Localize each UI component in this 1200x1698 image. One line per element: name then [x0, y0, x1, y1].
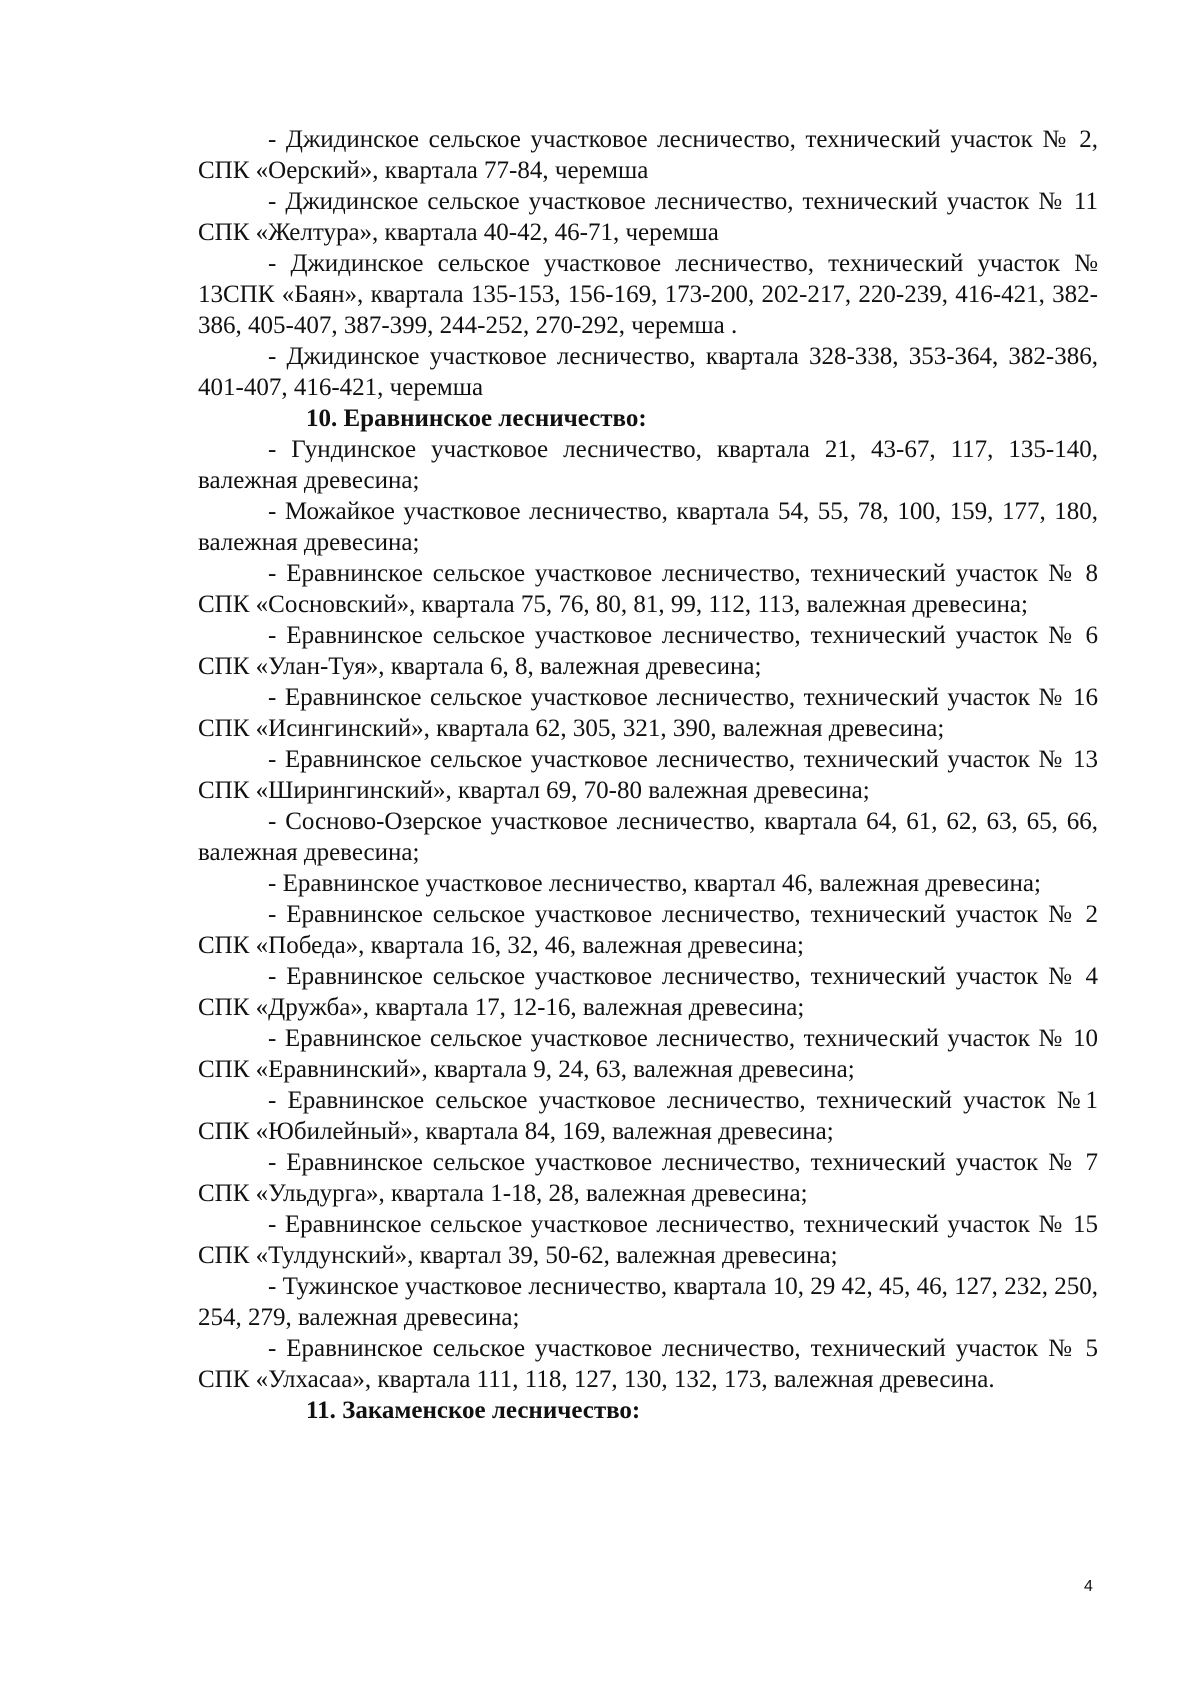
- paragraph-eravna-6: - Еравнинское сельское участковое лесничество, технический участок № 13 СПК «Ширингинский», квартал 69, 70-80 валежная древесина;: [198, 746, 1098, 804]
- paragraph-eravna-2: - Можайкое участковое лесничество, квартала 54, 55, 78, 100, 159, 177, 180, валежная древесина;: [198, 498, 1098, 556]
- paragraph-dzhida-3: - Джидинское сельское участковое лесничество, технический участок № 13СПК «Баян», квартала 135-153, 156-169, 173-200, 202-217, 220-239, 416-421, 382-386, 405-407, 387-399, 244-252, 270-292, черемша .: [198, 250, 1098, 339]
- paragraph-eravna-15: - Тужинское участковое лесничество, квартала 10, 29 42, 45, 46, 127, 232, 250, 254, 279, валежная древесина;: [198, 1273, 1098, 1331]
- paragraph-eravna-5: - Еравнинское сельское участковое лесничество, технический участок № 16 СПК «Исингинский», квартала 62, 305, 321, 390, валежная древесина;: [198, 684, 1098, 742]
- paragraph-eravna-8: - Еравнинское участковое лесничество, квартал 46, валежная древесина;: [268, 870, 1041, 897]
- paragraph-eravna-3: - Еравнинское сельское участковое лесничество, технический участок № 8 СПК «Сосновский», квартала 75, 76, 80, 81, 99, 112, 113, валежная древесина;: [198, 560, 1098, 618]
- section-heading-11: 11. Закаменское лесничество:: [306, 1397, 641, 1424]
- section-heading-10: 10. Еравнинское лесничество:: [306, 405, 647, 432]
- paragraph-eravna-12: - Еравнинское сельское участковое лесничество, технический участок №1 СПК «Юбилейный», квартала 84, 169, валежная древесина;: [198, 1087, 1098, 1145]
- page-number: 4: [1084, 1578, 1093, 1595]
- paragraph-eravna-7: - Сосново-Озерское участковое лесничество, квартала 64, 61, 62, 63, 65, 66, валежная древесина;: [198, 808, 1098, 866]
- paragraph-dzhida-4: - Джидинское участковое лесничество, квартала 328-338, 353-364, 382-386, 401-407, 416-421, черемша: [198, 343, 1098, 401]
- paragraph-eravna-9: - Еравнинское сельское участковое лесничество, технический участок № 2 СПК «Победа», квартала 16, 32, 46, валежная древесина;: [198, 901, 1098, 959]
- paragraph-dzhida-2: - Джидинское сельское участковое лесничество, технический участок № 11 СПК «Желтура», квартала 40-42, 46-71, черемша: [198, 188, 1098, 246]
- document-body: [198, 124, 1098, 1426]
- paragraph-eravna-4: - Еравнинское сельское участковое лесничество, технический участок № 6 СПК «Улан-Туя», квартала 6, 8, валежная древесина;: [198, 622, 1098, 680]
- paragraph-eravna-14: - Еравнинское сельское участковое лесничество, технический участок № 15 СПК «Тулдунский», квартал 39, 50-62, валежная древесина;: [198, 1211, 1098, 1269]
- paragraph-eravna-1: - Гундинское участковое лесничество, квартала 21, 43-67, 117, 135-140, валежная древесина;: [198, 436, 1098, 494]
- paragraph-eravna-13: - Еравнинское сельское участковое лесничество, технический участок № 7 СПК «Ульдурга», квартала 1-18, 28, валежная древесина;: [198, 1149, 1098, 1207]
- paragraph-eravna-16: - Еравнинское сельское участковое лесничество, технический участок № 5 СПК «Улхасаа», квартала 111, 118, 127, 130, 132, 173, валежная древесина.: [198, 1335, 1098, 1393]
- paragraph-eravna-10: - Еравнинское сельское участковое лесничество, технический участок № 4 СПК «Дружба», квартала 17, 12-16, валежная древесина;: [198, 963, 1098, 1021]
- paragraph-dzhida-1: - Джидинское сельское участковое лесничество, технический участок № 2, СПК «Оерский», квартала 77-84, черемша: [198, 126, 1098, 184]
- paragraph-eravna-11: - Еравнинское сельское участковое лесничество, технический участок № 10 СПК «Еравнинский», квартала 9, 24, 63, валежная древесина;: [198, 1025, 1098, 1083]
